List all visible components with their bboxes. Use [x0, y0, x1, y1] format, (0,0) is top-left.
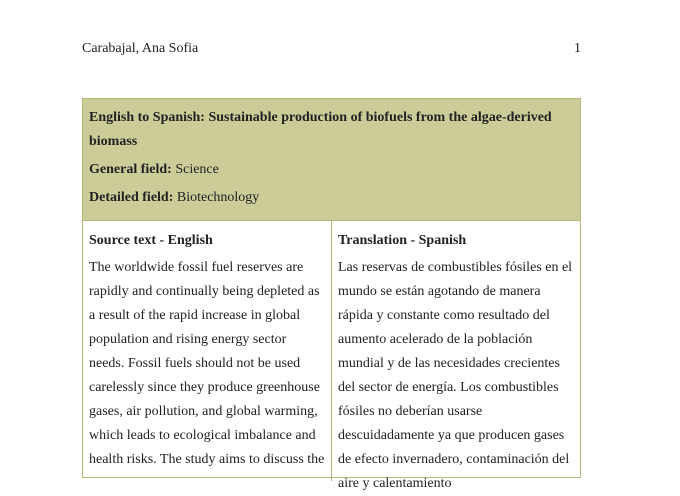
- source-text-heading: Source text - English: [89, 233, 213, 248]
- translation-body: Las reservas de combustibles fósiles en el mundo se están agotando de manera rápida y constante como resultado del aumento acelerado de la población mundial y de las necesidades crecientes del sector de energía. Los combustibles fósiles no deberían usarse descuidadamente ya que producen gases de efecto invernadero, contaminación del aire y calentamiento: [338, 260, 573, 491]
- table-body-row: [83, 221, 580, 491]
- detailed-field-label: Detailed field:: [89, 190, 174, 205]
- source-text-cell: [83, 221, 332, 481]
- source-text-body: The worldwide fossil fuel reserves are rapidly and continually being depleted as a result of the rapid increase in global population and rising energy sector needs. Fossil fuels should not be used carelessly since they produce greenhouse gases, air pollution, and global warming, which leads to ecological imbalance and health risks. The study aims to discuss the: [89, 260, 325, 467]
- general-field-value: Science: [175, 162, 219, 177]
- detailed-field: [89, 186, 574, 210]
- page-number: 1: [574, 41, 581, 56]
- translation-sample-table: [82, 98, 581, 491]
- translation-heading: Translation - Spanish: [338, 233, 467, 248]
- translation-cell: [332, 221, 580, 491]
- table-header-cell: [83, 99, 580, 221]
- general-field: [89, 158, 574, 182]
- document-title: English to Spanish: Sustainable production of biofuels from the algae-derived biomass: [89, 110, 552, 149]
- general-field-label: General field:: [89, 162, 172, 177]
- author-name: Carabajal, Ana Sofia: [82, 41, 199, 56]
- detailed-field-value: Biotechnology: [176, 190, 260, 205]
